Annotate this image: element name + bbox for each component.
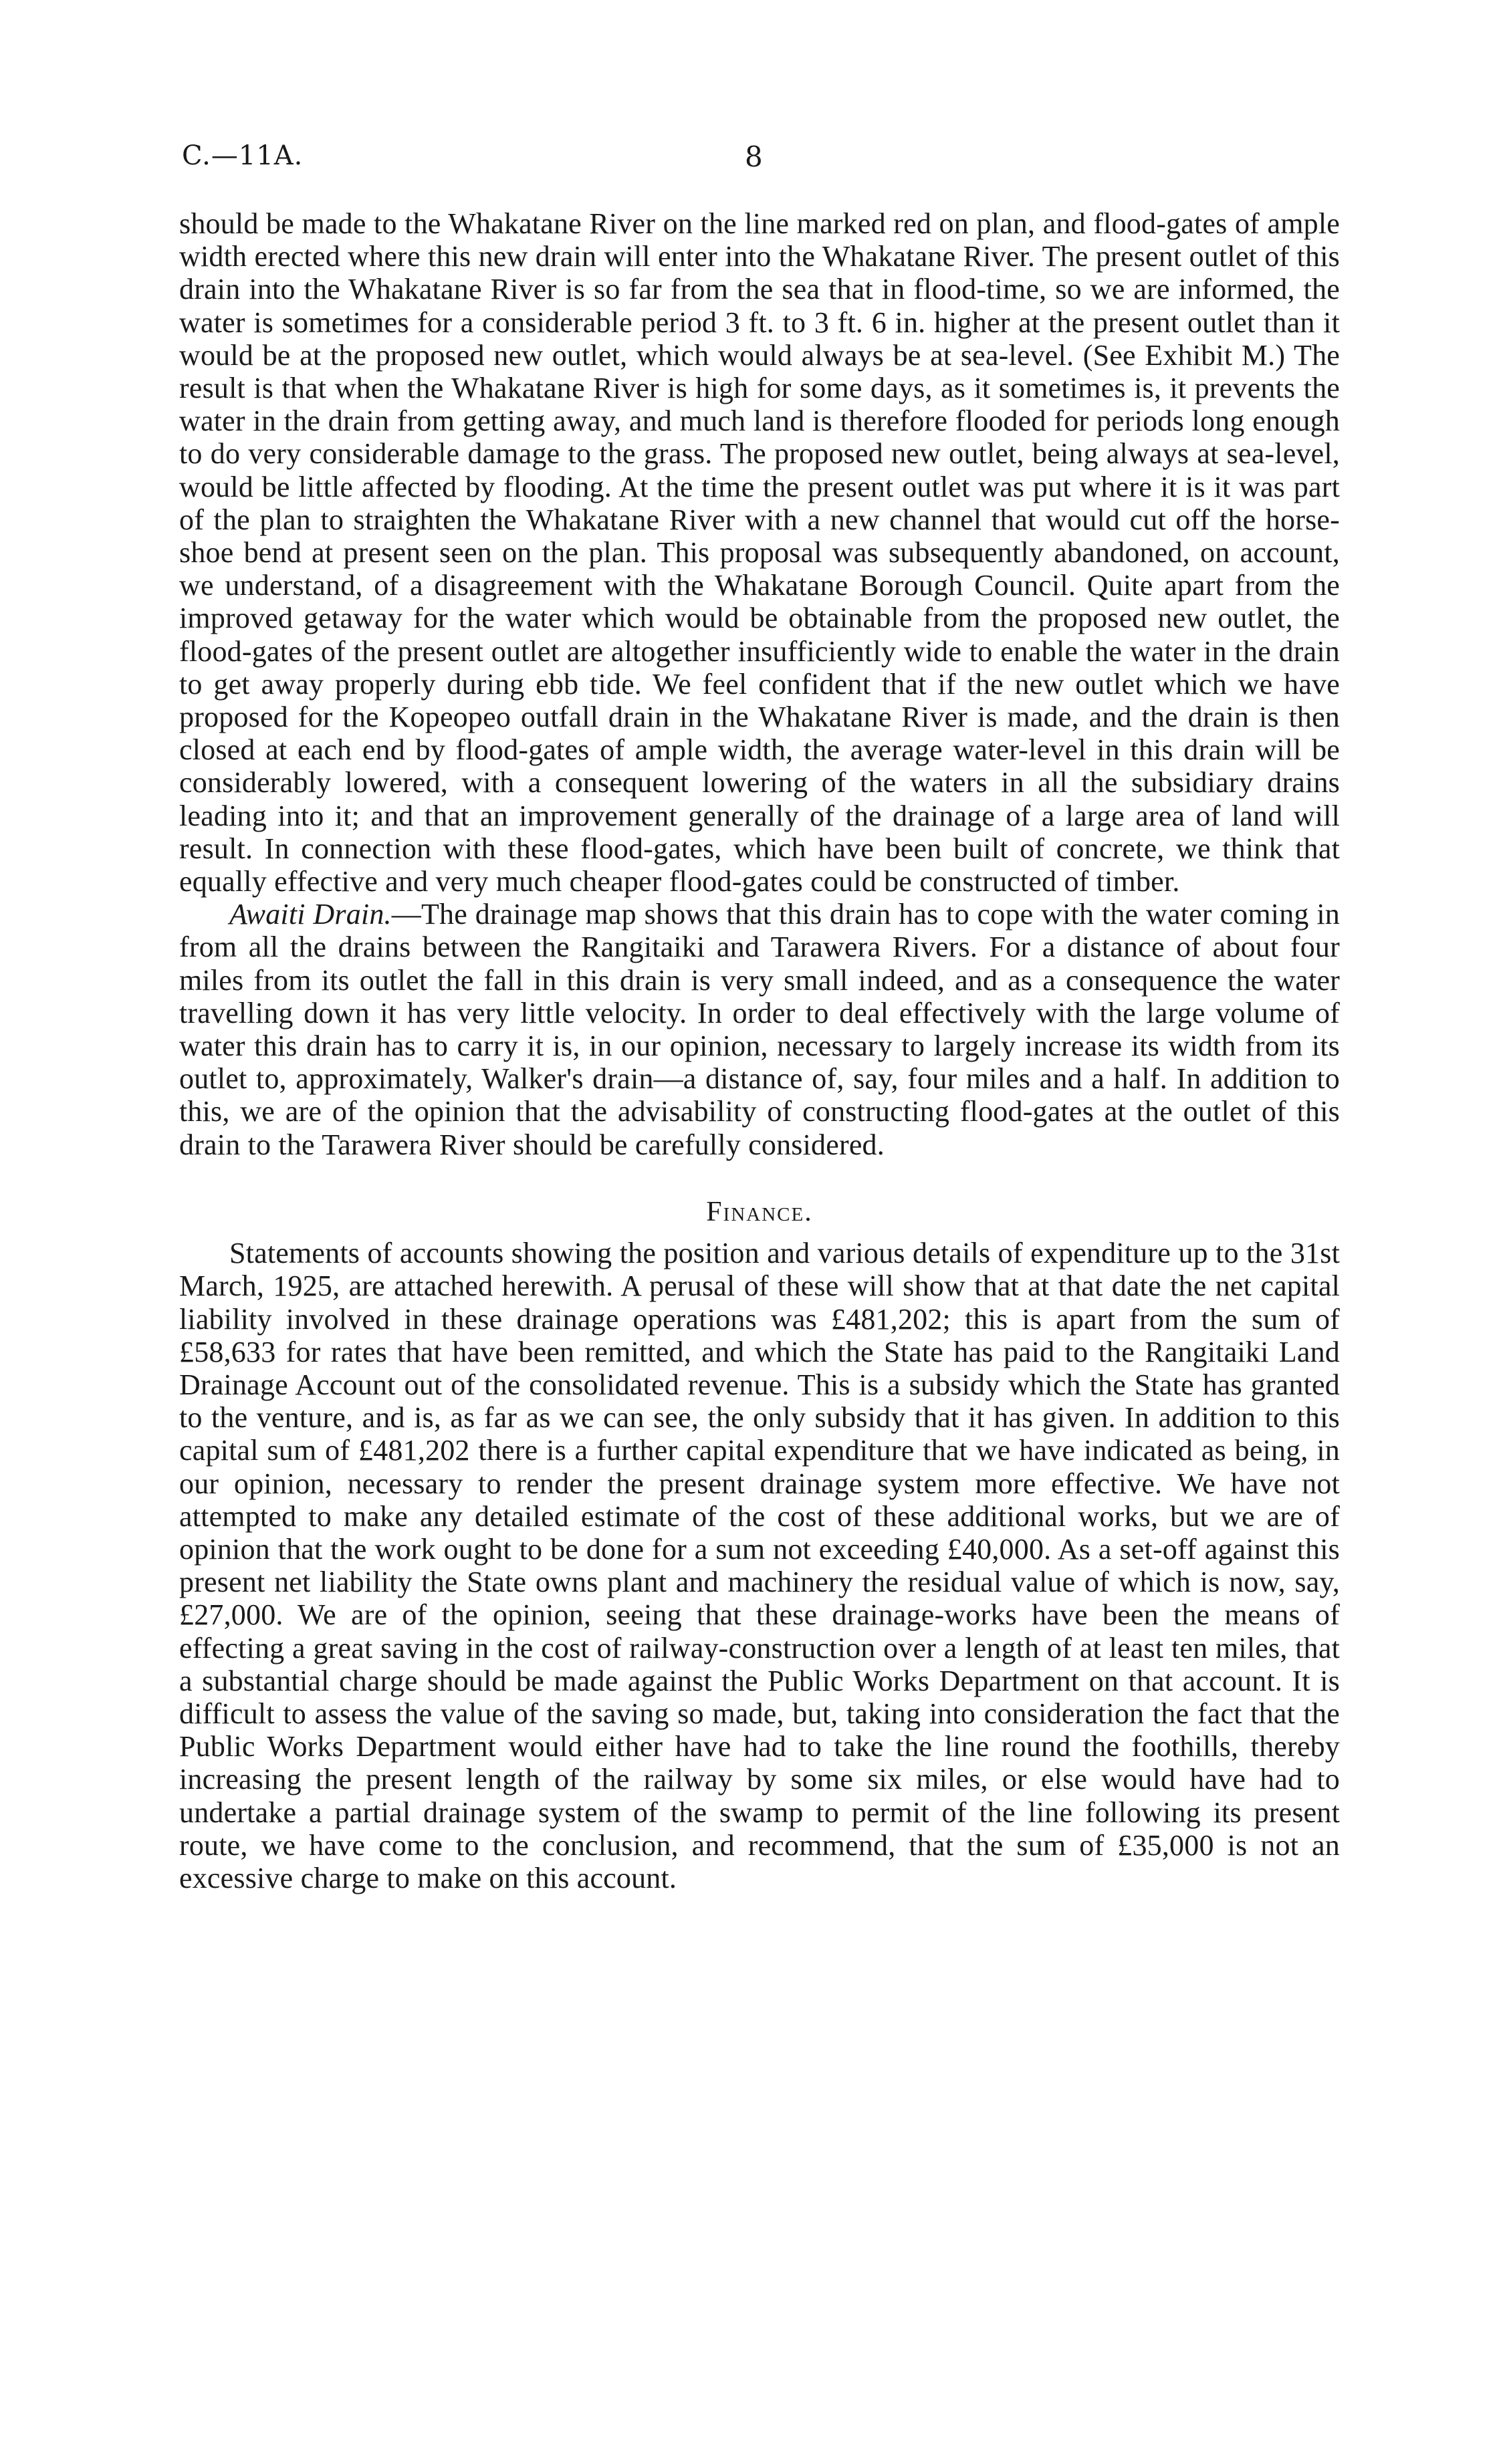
page-number: 8 (745, 140, 763, 173)
document-reference: C.—11A. (182, 140, 304, 171)
awaiti-drain-heading: Awaiti Drain. (229, 898, 392, 931)
paragraph-whakatane-outlet: should be made to the Whakatane River on the line marked red on plan, and flood-gates of ample width erected where this new drain will enter into the Whakatane River. The present outlet of this drain into the Whakatane River is so far from the sea that in flood-time, so we are informed, the water is sometimes for a considerable period 3 ft. to 3 ft. 6 in. higher at the present outlet than it would be at the proposed new outlet, which would always be at sea-level. (See Exhibit M.) The result is that when the Whakatane River is high for some days, as it sometimes is, it prevents the water in the drain from getting away, and much land is therefore flooded for periods long enough to do very considerable damage to the grass. The proposed new outlet, being always at sea-level, would be little affected by flooding. At the time the present outlet was put where it is it was part of the plan to straighten the Whakatane River with a new channel that would cut off the horse-shoe bend at present seen on the plan. This proposal was subsequently abandoned, on account, we understand, of a disagreement with the Whakatane Borough Council. Quite apart from the improved getaway for the water which would be obtainable from the proposed new outlet, the flood-gates of the present outlet are altogether insufficiently wide to enable the water in the drain to get away properly during ebb tide. We feel confident that if the new outlet which we have proposed for the Kopeopeo outfall drain in the Whakatane River is made, and the drain is then closed at each end by flood-gates of ample width, the average water-level in this drain will be considerably lowered, with a consequent lowering of the waters in all the subsidiary drains leading into it; and that an improvement generally of the drainage of a large area of land will result. In connection with these flood-gates, which have been built of concrete, we think that equally effective and very much cheaper flood-gates could be constructed of timber. (179, 207, 1340, 898)
section-title-finance: Finance. (706, 1196, 813, 1227)
paragraph-awaiti-drain (179, 898, 1340, 1161)
awaiti-drain-text: —The drainage map shows that this drain has to cope with the water coming in from all the drains between the Rangitaiki and Tarawera Rivers. For a distance of about four miles from its outlet the fall in this drain is very small indeed, and as a consequence the water travelling down it has very little velocity. In order to deal effectively with the large volume of water this drain has to carry it is, in our opinion, necessary to largely increase its width from its outlet to, approximately, Walker's drain—a distance of, say, four miles and a half. In addition to this, we are of the opinion that the advisability of constructing flood-gates at the outlet of this drain to the Tarawera River should be carefully considered. (179, 898, 1340, 1161)
paragraph-finance: Statements of accounts showing the position and various details of expenditure up to the 31st March, 1925, are attached herewith. A perusal of these will show that at that date the net capital liability involved in these drainage operations was £481,202; this is apart from the sum of £58,633 for rates that have been remitted, and which the State has paid to the Rangitaiki Land Drainage Account out of the consolidated revenue. This is a subsidy which the State has granted to the venture, and is, as far as we can see, the only subsidy that it has given. In addition to this capital sum of £481,202 there is a further capital expenditure that we have indicated as being, in our opinion, necessary to render the present drainage system more effective. We have not attempted to make any detailed estimate of the cost of these additional works, but we are of opinion that the work ought to be done for a sum not exceeding £40,000. As a set-off against this present net liability the State owns plant and machinery the residual value of which is now, say, £27,000. We are of the opinion, seeing that these drainage-works have been the means of effecting a great saving in the cost of railway-construction over a length of at least ten miles, that a substantial charge should be made against the Public Works Department on that account. It is difficult to assess the value of the saving so made, but, taking into consideration the fact that the Public Works Department would either have had to take the line round the foothills, thereby increasing the present length of the railway by some six miles, or else would have had to undertake a partial drainage system of the swamp to permit of the line following its present route, we have come to the conclusion, and recommend, that the sum of £35,000 is not an excessive charge to make on this account. (179, 1237, 1340, 1894)
body-text (179, 207, 1340, 1894)
running-header (182, 140, 1339, 180)
